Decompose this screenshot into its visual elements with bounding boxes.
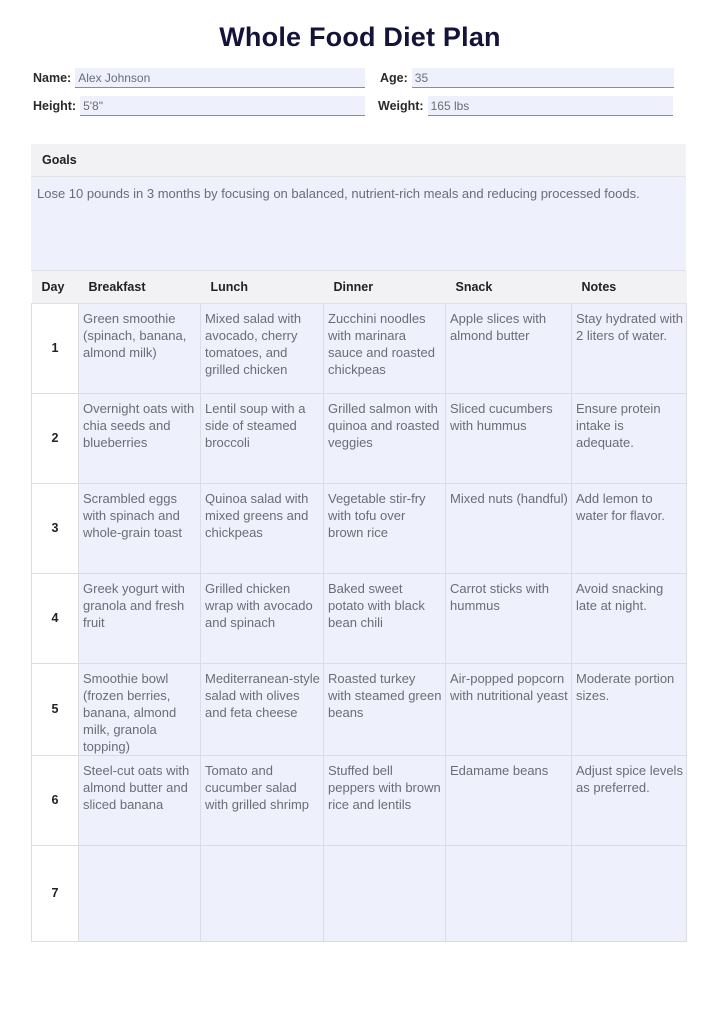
dinner-cell[interactable]: Roasted turkey with steamed green beans [324, 664, 446, 756]
dinner-cell[interactable]: Stuffed bell peppers with brown rice and lentils [324, 756, 446, 846]
weight-field-row [378, 96, 673, 116]
goals-section [31, 144, 686, 271]
table-row [32, 846, 687, 942]
breakfast-cell[interactable]: Steel-cut oats with almond butter and sliced banana [79, 756, 201, 846]
snack-cell[interactable]: Carrot sticks with hummus [446, 574, 572, 664]
breakfast-cell[interactable]: Greek yogurt with granola and fresh fruit [79, 574, 201, 664]
notes-cell[interactable]: Ensure protein intake is adequate. [572, 394, 687, 484]
table-row [32, 574, 687, 664]
name-field-row [33, 68, 365, 88]
table-row [32, 304, 687, 394]
goals-heading: Goals [31, 144, 686, 177]
notes-cell[interactable]: Adjust spice levels as preferred. [572, 756, 687, 846]
table-row [32, 664, 687, 756]
dinner-cell[interactable]: Zucchini noodles with marinara sauce and roasted chickpeas [324, 304, 446, 394]
dinner-cell[interactable] [324, 846, 446, 942]
breakfast-cell[interactable]: Scrambled eggs with spinach and whole-grain toast [79, 484, 201, 574]
notes-cell[interactable]: Stay hydrated with 2 liters of water. [572, 304, 687, 394]
lunch-cell[interactable]: Lentil soup with a side of steamed broccoli [201, 394, 324, 484]
dinner-cell[interactable]: Baked sweet potato with black bean chili [324, 574, 446, 664]
breakfast-cell[interactable]: Green smoothie (spinach, banana, almond milk) [79, 304, 201, 394]
day-cell: 5 [32, 664, 79, 756]
age-field[interactable]: 35 [412, 68, 674, 88]
lunch-cell[interactable]: Mediterranean-style salad with olives and feta cheese [201, 664, 324, 756]
height-label: Height: [33, 99, 77, 113]
day-cell: 7 [32, 846, 79, 942]
lunch-cell[interactable] [201, 846, 324, 942]
notes-cell[interactable]: Moderate portion sizes. [572, 664, 687, 756]
column-header-dinner: Dinner [324, 271, 446, 304]
day-cell: 1 [32, 304, 79, 394]
notes-cell[interactable]: Add lemon to water for flavor. [572, 484, 687, 574]
day-cell: 6 [32, 756, 79, 846]
snack-cell[interactable] [446, 846, 572, 942]
lunch-cell[interactable]: Mixed salad with avocado, cherry tomatoes, and grilled chicken [201, 304, 324, 394]
age-label: Age: [380, 71, 408, 85]
column-header-lunch: Lunch [201, 271, 324, 304]
notes-cell[interactable]: Avoid snacking late at night. [572, 574, 687, 664]
breakfast-cell[interactable]: Smoothie bowl (frozen berries, banana, almond milk, granola topping) [79, 664, 201, 756]
name-field[interactable]: Alex Johnson [75, 68, 365, 88]
table-row [32, 484, 687, 574]
lunch-cell[interactable]: Tomato and cucumber salad with grilled shrimp [201, 756, 324, 846]
lunch-cell[interactable]: Quinoa salad with mixed greens and chickpeas [201, 484, 324, 574]
table-row [32, 394, 687, 484]
snack-cell[interactable]: Air-popped popcorn with nutritional yeast [446, 664, 572, 756]
meal-plan-table [31, 271, 687, 942]
column-header-notes: Notes [572, 271, 687, 304]
dinner-cell[interactable]: Vegetable stir-fry with tofu over brown rice [324, 484, 446, 574]
dinner-cell[interactable]: Grilled salmon with quinoa and roasted veggies [324, 394, 446, 484]
breakfast-cell[interactable] [79, 846, 201, 942]
snack-cell[interactable]: Apple slices with almond butter [446, 304, 572, 394]
column-header-snack: Snack [446, 271, 572, 304]
height-field[interactable]: 5'8" [80, 96, 365, 116]
notes-cell[interactable] [572, 846, 687, 942]
table-header-row [32, 271, 687, 304]
weight-label: Weight: [378, 99, 424, 113]
day-cell: 4 [32, 574, 79, 664]
snack-cell[interactable]: Edamame beans [446, 756, 572, 846]
height-field-row [33, 96, 365, 116]
goals-text[interactable]: Lose 10 pounds in 3 months by focusing on balanced, nutrient-rich meals and reducing processed foods. [31, 177, 686, 271]
snack-cell[interactable]: Mixed nuts (handful) [446, 484, 572, 574]
day-cell: 3 [32, 484, 79, 574]
table-row [32, 756, 687, 846]
day-cell: 2 [32, 394, 79, 484]
age-field-row [380, 68, 674, 88]
column-header-day: Day [32, 271, 79, 304]
column-header-breakfast: Breakfast [79, 271, 201, 304]
weight-field[interactable]: 165 lbs [428, 96, 673, 116]
snack-cell[interactable]: Sliced cucumbers with hummus [446, 394, 572, 484]
breakfast-cell[interactable]: Overnight oats with chia seeds and blueberries [79, 394, 201, 484]
lunch-cell[interactable]: Grilled chicken wrap with avocado and spinach [201, 574, 324, 664]
name-label: Name: [33, 71, 72, 85]
page-title: Whole Food Diet Plan [219, 22, 501, 52]
